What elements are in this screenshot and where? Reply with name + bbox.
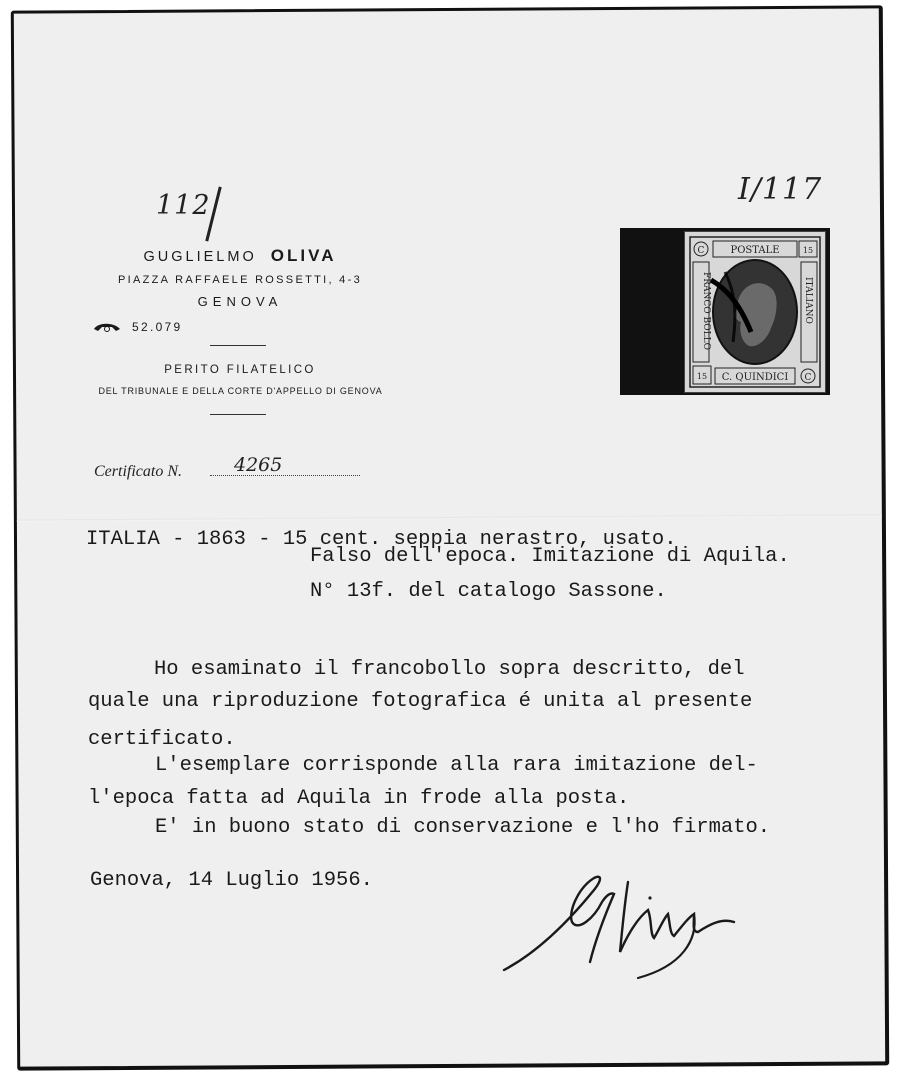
expert-address: PIAZZA RAFFAELE ROSSETTI, 4-3 xyxy=(118,274,362,286)
stamp-value-bl: 15 xyxy=(696,372,708,381)
certificate-number-line xyxy=(210,475,360,476)
signature xyxy=(498,862,758,982)
stamp-left-label: FRANCO BOLLO xyxy=(701,272,711,351)
description-line-3: N° 13f. del catalogo Sassone. xyxy=(310,580,667,603)
expert-name xyxy=(60,246,420,266)
certificate-label: Certificato N. xyxy=(94,463,182,480)
divider xyxy=(210,414,266,415)
fold-line xyxy=(17,514,882,521)
divider xyxy=(210,345,266,346)
expert-last-name: OLIVA xyxy=(270,246,337,265)
stamp-image xyxy=(684,231,826,393)
place-date: Genova, 14 Luglio 1956. xyxy=(90,869,373,892)
stamp-corner-tl: C xyxy=(697,246,705,256)
description-line-2: Falso dell'epoca. Imitazione di Aquila. xyxy=(310,545,790,568)
expert-first-name: GUGLIELMO xyxy=(143,249,257,265)
handwritten-annotation-right: I/117 xyxy=(738,172,823,207)
stamp-corner-br: C xyxy=(804,373,812,383)
certificate-number: 4265 xyxy=(234,454,283,476)
handwritten-annotation-left: 112 xyxy=(156,190,211,221)
phone-number: 52.079 xyxy=(132,320,183,334)
stamp-bottom-label: C. QUINDICI xyxy=(721,372,789,383)
body-line-2: quale una riproduzione fotografica é unita al presente xyxy=(88,690,753,713)
body-line-1: Ho esaminato il francobollo sopra descritto, del xyxy=(154,658,745,681)
stamp-value-tr: 15 xyxy=(802,246,814,255)
expert-city: GENOVA xyxy=(197,294,283,309)
body-line-5: l'epoca fatta ad Aquila in frode alla posta. xyxy=(88,787,630,810)
stamp-right-label: ITALIANO xyxy=(803,277,813,324)
body-line-4: L'esemplare corrisponde alla rara imitazione del- xyxy=(155,754,758,777)
body-line-6: E' in buono stato di conservazione e l'ho firmato. xyxy=(155,816,771,839)
expert-title: PERITO FILATELICO xyxy=(164,364,316,376)
body-line-3: certificato. xyxy=(88,728,236,751)
telephone-icon xyxy=(92,320,122,334)
expert-subtitle: DEL TRIBUNALE E DELLA CORTE D'APPELLO DI GENOVA xyxy=(98,386,383,396)
description-line-1: ITALIA - 1863 - 15 cent. seppia nerastro, usato. xyxy=(86,528,677,551)
stamp-top-label: POSTALE xyxy=(730,245,780,256)
phone-line xyxy=(92,320,183,334)
